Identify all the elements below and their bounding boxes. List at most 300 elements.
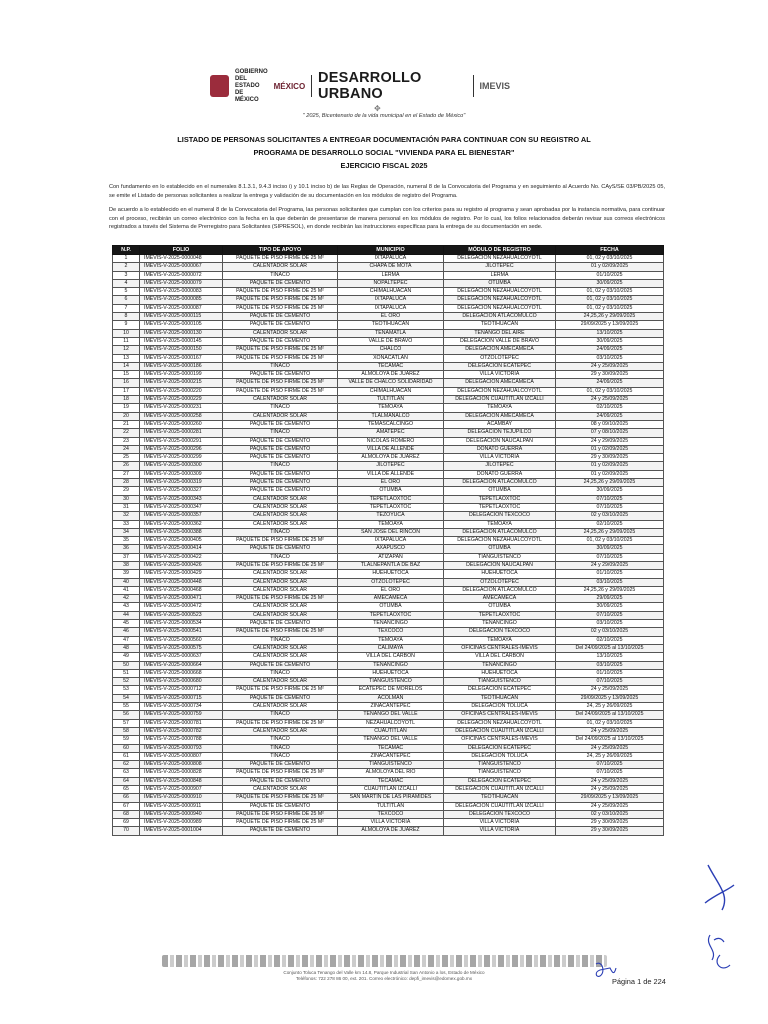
- cell-folio: IMEVIS-V-2025-0000220: [140, 387, 223, 395]
- cell-folio: IMEVIS-V-2025-0000327: [140, 487, 223, 495]
- table-row: [113, 362, 664, 370]
- cell-tipo-apoyo: TINACO: [223, 528, 338, 536]
- cell-folio: IMEVIS-V-2025-0000940: [140, 810, 223, 818]
- table-row: [113, 727, 664, 735]
- table-row: [113, 644, 664, 652]
- cell-municipio: XONACATLAN: [338, 354, 444, 362]
- cell-np: 18: [113, 396, 140, 404]
- cell-modulo: DELEGACION ECATEPEC: [444, 686, 556, 694]
- table-row: [113, 686, 664, 694]
- title-line-3: EJERCICIO FISCAL 2025: [340, 161, 428, 170]
- cell-fecha: 07 y 08/10/2025: [556, 429, 664, 437]
- cell-municipio: ALMOLOYA DEL RIO: [338, 769, 444, 777]
- cell-tipo-apoyo: CALENTADOR SOLAR: [223, 653, 338, 661]
- cell-municipio: TEPETLAOXTOC: [338, 495, 444, 503]
- cell-modulo: TEPETLAOXTOC: [444, 495, 556, 503]
- cell-np: 70: [113, 827, 140, 835]
- table-row: [113, 337, 664, 345]
- cell-folio: IMEVIS-V-2025-0000910: [140, 794, 223, 802]
- table-row: [113, 537, 664, 545]
- cell-modulo: DELEGACION ECATEPEC: [444, 362, 556, 370]
- cell-folio: IMEVIS-V-2025-0000781: [140, 719, 223, 727]
- table-row: [113, 636, 664, 644]
- table-row: [113, 827, 664, 835]
- cell-fecha: 30/09/2025: [556, 545, 664, 553]
- table-row: [113, 371, 664, 379]
- cell-tipo-apoyo: PAQUETE DE CEMENTO: [223, 545, 338, 553]
- cell-fecha: 24 y 25/09/2025: [556, 727, 664, 735]
- cell-municipio: TENANGO DEL VALLE: [338, 736, 444, 744]
- table-row: [113, 313, 664, 321]
- cell-tipo-apoyo: PAQUETE DE CEMENTO: [223, 337, 338, 345]
- decorative-footer-band: [162, 955, 607, 967]
- cell-municipio: IXTAPALUCA: [338, 537, 444, 545]
- cell-modulo: OFICINAS CENTRALES-IMEVIS: [444, 711, 556, 719]
- cell-folio: IMEVIS-V-2025-0000083: [140, 288, 223, 296]
- cell-fecha: 24 y 25/09/2025: [556, 802, 664, 810]
- cell-tipo-apoyo: CALENTADOR SOLAR: [223, 329, 338, 337]
- cell-municipio: TEOTIHUACAN: [338, 321, 444, 329]
- cell-municipio: TEPETLAOXTOC: [338, 503, 444, 511]
- table-row: [113, 703, 664, 711]
- cell-np: 41: [113, 586, 140, 594]
- cell-modulo: DELEGACION NAUCALPAN: [444, 437, 556, 445]
- table-row: [113, 404, 664, 412]
- cell-municipio: VALLE DE CHALCO SOLIDARIDAD: [338, 379, 444, 387]
- table-row: [113, 561, 664, 569]
- cell-municipio: JILOTEPEC: [338, 462, 444, 470]
- cell-fecha: Del 24/09/2025 al 13/10/2025: [556, 711, 664, 719]
- cell-municipio: VILLA DEL CARBON: [338, 653, 444, 661]
- cell-municipio: NEZAHUALCOYOTL: [338, 719, 444, 727]
- cell-tipo-apoyo: PAQUETE DE PISO FIRME DE 25 M²: [223, 561, 338, 569]
- cell-tipo-apoyo: CALENTADOR SOLAR: [223, 512, 338, 520]
- cell-np: 65: [113, 786, 140, 794]
- cell-fecha: 24 y 25/09/2025: [556, 396, 664, 404]
- header-folio: FOLIO: [140, 246, 223, 255]
- cell-municipio: ZINACANTEPEC: [338, 703, 444, 711]
- cell-folio: IMEVIS-V-2025-0000426: [140, 561, 223, 569]
- cell-np: 62: [113, 761, 140, 769]
- cell-modulo: OTUMBA: [444, 487, 556, 495]
- cell-np: 55: [113, 703, 140, 711]
- cell-modulo: LERMA: [444, 271, 556, 279]
- table-row: [113, 454, 664, 462]
- cell-municipio: OTZOLOTEPEC: [338, 578, 444, 586]
- cell-fecha: 29 y 30/09/2025: [556, 827, 664, 835]
- cell-fecha: 24 y 25/09/2025: [556, 362, 664, 370]
- cell-fecha: 01 y 02/09/2025: [556, 445, 664, 453]
- cell-municipio: TIANGUISTENCO: [338, 761, 444, 769]
- cell-municipio: OTUMBA: [338, 487, 444, 495]
- cell-np: 57: [113, 719, 140, 727]
- cell-np: 68: [113, 810, 140, 818]
- cell-np: 20: [113, 412, 140, 420]
- table-row: [113, 304, 664, 312]
- cell-fecha: 30/09/2025: [556, 337, 664, 345]
- cell-np: 67: [113, 802, 140, 810]
- cell-tipo-apoyo: TINACO: [223, 553, 338, 561]
- cell-tipo-apoyo: TINACO: [223, 404, 338, 412]
- cell-np: 3: [113, 271, 140, 279]
- cell-np: 30: [113, 495, 140, 503]
- cell-np: 7: [113, 304, 140, 312]
- cell-folio: IMEVIS-V-2025-0000668: [140, 669, 223, 677]
- table-row: [113, 520, 664, 528]
- cell-fecha: 02 y 03/10/2025: [556, 810, 664, 818]
- cell-municipio: NOPALTEPEC: [338, 279, 444, 287]
- cell-tipo-apoyo: PAQUETE DE CEMENTO: [223, 445, 338, 453]
- table-row: [113, 595, 664, 603]
- cell-np: 16: [113, 379, 140, 387]
- cell-tipo-apoyo: PAQUETE DE PISO FIRME DE 25 M²: [223, 304, 338, 312]
- mexico-logo: MÉXICO: [273, 81, 306, 91]
- header-divider: [473, 75, 474, 97]
- cell-tipo-apoyo: PAQUETE DE CEMENTO: [223, 279, 338, 287]
- cell-fecha: 29 y 30/09/2025: [556, 819, 664, 827]
- cell-modulo: OTZOLOTEPEC: [444, 354, 556, 362]
- cell-tipo-apoyo: PAQUETE DE PISO FIRME DE 25 M²: [223, 296, 338, 304]
- cell-folio: IMEVIS-V-2025-0000560: [140, 636, 223, 644]
- cell-municipio: CHAPA DE MOTA: [338, 263, 444, 271]
- cell-tipo-apoyo: CALENTADOR SOLAR: [223, 520, 338, 528]
- cell-np: 58: [113, 727, 140, 735]
- cell-tipo-apoyo: PAQUETE DE CEMENTO: [223, 487, 338, 495]
- cell-tipo-apoyo: PAQUETE DE CEMENTO: [223, 371, 338, 379]
- cell-fecha: 01, 02 y 03/10/2025: [556, 387, 664, 395]
- cell-municipio: TEZOYUCA: [338, 512, 444, 520]
- cell-folio: IMEVIS-V-2025-0000357: [140, 512, 223, 520]
- cell-modulo: JILOTEPEC: [444, 462, 556, 470]
- table-row: [113, 445, 664, 453]
- cell-folio: IMEVIS-V-2025-0000448: [140, 578, 223, 586]
- cell-municipio: SAN JOSE DEL RINCON: [338, 528, 444, 536]
- cell-municipio: ECATEPEC DE MORELOS: [338, 686, 444, 694]
- cell-fecha: 24 y 25/09/2025: [556, 744, 664, 752]
- cell-folio: IMEVIS-V-2025-0000712: [140, 686, 223, 694]
- cell-municipio: TIANGUISTENCO: [338, 678, 444, 686]
- cell-modulo: DELEGACION VALLE DE BRAVO: [444, 337, 556, 345]
- cell-modulo: DONATO GUERRA: [444, 445, 556, 453]
- cell-folio: IMEVIS-V-2025-0000048: [140, 255, 223, 263]
- cell-np: 1: [113, 255, 140, 263]
- table-row: [113, 470, 664, 478]
- cell-modulo: HUEHUETOCA: [444, 669, 556, 677]
- cell-folio: IMEVIS-V-2025-0000471: [140, 595, 223, 603]
- cell-municipio: IXTAPALUCA: [338, 304, 444, 312]
- slogan: " 2025, Bicentenario de la vida municipal en el Estado de México": [302, 113, 466, 119]
- cell-folio: IMEVIS-V-2025-0000229: [140, 396, 223, 404]
- cell-modulo: DELEGACION NEZAHUALCOYOTL: [444, 537, 556, 545]
- table-row: [113, 736, 664, 744]
- cell-np: 47: [113, 636, 140, 644]
- cell-folio: IMEVIS-V-2025-0000145: [140, 337, 223, 345]
- cell-modulo: DELEGACION TEJUPILCO: [444, 429, 556, 437]
- cell-folio: IMEVIS-V-2025-0000808: [140, 761, 223, 769]
- cell-municipio: EL ORO: [338, 586, 444, 594]
- header-municipio: MUNICIPIO: [338, 246, 444, 255]
- cell-folio: IMEVIS-V-2025-0001004: [140, 827, 223, 835]
- cell-folio: IMEVIS-V-2025-0000215: [140, 379, 223, 387]
- handwritten-initials: [592, 958, 618, 980]
- cell-modulo: TIANGUISTENCO: [444, 553, 556, 561]
- cell-np: 32: [113, 512, 140, 520]
- cell-tipo-apoyo: PAQUETE DE CEMENTO: [223, 313, 338, 321]
- cell-np: 63: [113, 769, 140, 777]
- cell-tipo-apoyo: CALENTADOR SOLAR: [223, 611, 338, 619]
- table-row: [113, 744, 664, 752]
- cell-fecha: Del 24/09/2025 al 13/10/2025: [556, 644, 664, 652]
- cell-tipo-apoyo: CALENTADOR SOLAR: [223, 396, 338, 404]
- cell-folio: IMEVIS-V-2025-0000911: [140, 802, 223, 810]
- cell-municipio: SAN MARTIN DE LAS PIRAMIDES: [338, 794, 444, 802]
- cell-modulo: TENANGO DEL AIRE: [444, 329, 556, 337]
- cell-folio: IMEVIS-V-2025-0000715: [140, 694, 223, 702]
- cell-fecha: 24,25,26 y 29/09/2025: [556, 479, 664, 487]
- cell-np: 51: [113, 669, 140, 677]
- cell-fecha: 29 y 30/09/2025: [556, 371, 664, 379]
- cell-np: 64: [113, 777, 140, 785]
- cell-municipio: ALMOLOYA DE JUAREZ: [338, 827, 444, 835]
- cell-tipo-apoyo: TINACO: [223, 362, 338, 370]
- cell-folio: IMEVIS-V-2025-0000828: [140, 769, 223, 777]
- cell-np: 59: [113, 736, 140, 744]
- cell-modulo: VILLA VICTORIA: [444, 371, 556, 379]
- cell-fecha: 02/10/2025: [556, 520, 664, 528]
- cell-modulo: TEMOAYA: [444, 404, 556, 412]
- cell-fecha: 29/09/2025 y 13/09/2025: [556, 794, 664, 802]
- cell-modulo: DELEGACION TEXCOCO: [444, 810, 556, 818]
- cell-np: 50: [113, 661, 140, 669]
- cell-np: 2: [113, 263, 140, 271]
- cell-tipo-apoyo: PAQUETE DE PISO FIRME DE 25 M²: [223, 346, 338, 354]
- cell-fecha: 13/10/2025: [556, 653, 664, 661]
- cell-np: 15: [113, 371, 140, 379]
- table-row: [113, 387, 664, 395]
- cell-municipio: CUAUTITLAN IZCALLI: [338, 786, 444, 794]
- cell-folio: IMEVIS-V-2025-0000067: [140, 263, 223, 271]
- cell-tipo-apoyo: CALENTADOR SOLAR: [223, 412, 338, 420]
- table-row: [113, 412, 664, 420]
- cell-fecha: 24/09/2025: [556, 412, 664, 420]
- cell-modulo: AMECAMECA: [444, 595, 556, 603]
- cell-fecha: 01/10/2025: [556, 570, 664, 578]
- cell-np: 5: [113, 288, 140, 296]
- cell-municipio: AMATEPEC: [338, 429, 444, 437]
- cell-fecha: 03/10/2025: [556, 661, 664, 669]
- table-row: [113, 354, 664, 362]
- cell-np: 37: [113, 553, 140, 561]
- cell-fecha: 07/10/2025: [556, 761, 664, 769]
- table-row: [113, 669, 664, 677]
- cell-tipo-apoyo: TINACO: [223, 271, 338, 279]
- cell-municipio: CHALCO: [338, 346, 444, 354]
- cell-municipio: CALIMAYA: [338, 644, 444, 652]
- table-row: [113, 620, 664, 628]
- cell-modulo: TEMOAYA: [444, 520, 556, 528]
- cell-tipo-apoyo: TINACO: [223, 669, 338, 677]
- cell-modulo: TEMOAYA: [444, 636, 556, 644]
- cell-municipio: ZINACANTEPEC: [338, 752, 444, 760]
- cell-modulo: VILLA VICTORIA: [444, 819, 556, 827]
- cell-np: 45: [113, 620, 140, 628]
- table-row: [113, 420, 664, 428]
- cell-municipio: EL ORO: [338, 313, 444, 321]
- table-row: [113, 678, 664, 686]
- cell-modulo: TEPETLAOXTOC: [444, 611, 556, 619]
- cell-tipo-apoyo: PAQUETE DE PISO FIRME DE 25 M²: [223, 719, 338, 727]
- cell-modulo: DELEGACION CUAUTITLAN IZCALLI: [444, 802, 556, 810]
- table-row: [113, 578, 664, 586]
- cell-tipo-apoyo: PAQUETE DE CEMENTO: [223, 777, 338, 785]
- table-row: [113, 769, 664, 777]
- cell-municipio: ALMOLOYA DE JUAREZ: [338, 454, 444, 462]
- cell-modulo: DELEGACION TOLUCA: [444, 703, 556, 711]
- cell-modulo: DELEGACION CUAUTITLAN IZCALLI: [444, 727, 556, 735]
- cell-modulo: DONATO GUERRA: [444, 470, 556, 478]
- cell-np: 19: [113, 404, 140, 412]
- cell-folio: IMEVIS-V-2025-0000575: [140, 644, 223, 652]
- cell-tipo-apoyo: PAQUETE DE CEMENTO: [223, 454, 338, 462]
- cell-municipio: TEPETLAOXTOC: [338, 611, 444, 619]
- cell-np: 48: [113, 644, 140, 652]
- cell-municipio: ALMOLOYA DE JUAREZ: [338, 371, 444, 379]
- cell-tipo-apoyo: CALENTADOR SOLAR: [223, 727, 338, 735]
- cell-tipo-apoyo: PAQUETE DE PISO FIRME DE 25 M²: [223, 387, 338, 395]
- cell-municipio: TEXCOCO: [338, 628, 444, 636]
- cell-modulo: DELEGACION AMECAMECA: [444, 412, 556, 420]
- cell-modulo: DELEGACION NAUCALPAN: [444, 561, 556, 569]
- header-np: N.P.: [113, 246, 140, 255]
- cell-folio: IMEVIS-V-2025-0000079: [140, 279, 223, 287]
- table-row: [113, 528, 664, 536]
- state-seal-icon: [210, 75, 229, 97]
- cell-np: 40: [113, 578, 140, 586]
- table-row: [113, 810, 664, 818]
- cell-municipio: HUEHUETOCA: [338, 570, 444, 578]
- cell-municipio: HUEHUETOCA: [338, 669, 444, 677]
- table-row: [113, 329, 664, 337]
- cell-municipio: AXAPUSCO: [338, 545, 444, 553]
- cell-tipo-apoyo: PAQUETE DE PISO FIRME DE 25 M²: [223, 769, 338, 777]
- title-line-1: LISTADO DE PERSONAS SOLICITANTES A ENTREGAR DOCUMENTACIÓN PARA CONTINUAR CON SU REGISTRO AL: [177, 135, 591, 144]
- cell-folio: IMEVIS-V-2025-0000186: [140, 362, 223, 370]
- cell-folio: IMEVIS-V-2025-0000637: [140, 653, 223, 661]
- cell-np: 6: [113, 296, 140, 304]
- cell-folio: IMEVIS-V-2025-0000150: [140, 346, 223, 354]
- cell-municipio: CHIMALHUACAN: [338, 387, 444, 395]
- cell-folio: IMEVIS-V-2025-0000523: [140, 611, 223, 619]
- cell-tipo-apoyo: PAQUETE DE CEMENTO: [223, 661, 338, 669]
- cell-fecha: 01, 02 y 03/10/2025: [556, 304, 664, 312]
- cell-modulo: VILLA DEL CARBON: [444, 653, 556, 661]
- cell-folio: IMEVIS-V-2025-0000343: [140, 495, 223, 503]
- cell-np: 52: [113, 678, 140, 686]
- cell-folio: IMEVIS-V-2025-0000989: [140, 819, 223, 827]
- table-row: [113, 553, 664, 561]
- cell-fecha: 01, 02 y 03/10/2025: [556, 296, 664, 304]
- cell-np: 11: [113, 337, 140, 345]
- cell-modulo: DELEGACION NEZAHUALCOYOTL: [444, 296, 556, 304]
- cell-fecha: 24 y 25/09/2025: [556, 686, 664, 694]
- cell-tipo-apoyo: PAQUETE DE PISO FIRME DE 25 M²: [223, 537, 338, 545]
- cell-folio: IMEVIS-V-2025-0000300: [140, 462, 223, 470]
- cell-fecha: 01, 02 y 03/10/2025: [556, 255, 664, 263]
- table-row: [113, 794, 664, 802]
- cell-fecha: 02 y 03/10/2025: [556, 628, 664, 636]
- cell-fecha: 24 y 25/09/2025: [556, 786, 664, 794]
- cell-fecha: 24,25,26 y 29/09/2025: [556, 586, 664, 594]
- cell-municipio: AMECAMECA: [338, 595, 444, 603]
- table-row: [113, 321, 664, 329]
- cell-folio: IMEVIS-V-2025-0000085: [140, 296, 223, 304]
- cell-municipio: TENANCINGO: [338, 620, 444, 628]
- title-line-2: PROGRAMA DE DESARROLLO SOCIAL "VIVIENDA PARA EL BIENESTAR": [253, 148, 515, 157]
- cell-folio: IMEVIS-V-2025-0000130: [140, 329, 223, 337]
- cell-fecha: Del 24/09/2025 al 13/10/2025: [556, 736, 664, 744]
- cell-modulo: DELEGACION NEZAHUALCOYOTL: [444, 304, 556, 312]
- cell-municipio: VALLE DE BRAVO: [338, 337, 444, 345]
- cell-fecha: 24/09/2025: [556, 346, 664, 354]
- cell-np: 49: [113, 653, 140, 661]
- cell-tipo-apoyo: CALENTADOR SOLAR: [223, 644, 338, 652]
- table-row: [113, 661, 664, 669]
- cell-municipio: TEMASCALCINGO: [338, 420, 444, 428]
- table-header-row: [113, 246, 664, 255]
- cell-municipio: TLALNEPANTLA DE BAZ: [338, 561, 444, 569]
- cell-modulo: DELEGACION CUAUTITLAN IZCALLI: [444, 396, 556, 404]
- cell-modulo: DELEGACION AMECAMECA: [444, 379, 556, 387]
- cell-np: 25: [113, 454, 140, 462]
- cell-fecha: 24,25,26 y 29/09/2025: [556, 313, 664, 321]
- cell-fecha: 07/10/2025: [556, 503, 664, 511]
- cell-np: 26: [113, 462, 140, 470]
- cell-fecha: 01 y 02/09/2025: [556, 470, 664, 478]
- cell-municipio: TEMOAYA: [338, 520, 444, 528]
- cell-np: 27: [113, 470, 140, 478]
- cell-folio: IMEVIS-V-2025-0000115: [140, 313, 223, 321]
- table-row: [113, 611, 664, 619]
- cell-fecha: 13/10/2025: [556, 329, 664, 337]
- table-row: [113, 255, 664, 263]
- cell-folio: IMEVIS-V-2025-0000388: [140, 528, 223, 536]
- table-row: [113, 279, 664, 287]
- cell-modulo: DELEGACION NEZAHUALCOYOTL: [444, 387, 556, 395]
- cell-tipo-apoyo: PAQUETE DE PISO FIRME DE 25 M²: [223, 379, 338, 387]
- table-row: [113, 719, 664, 727]
- cell-modulo: TEOTIHUACAN: [444, 694, 556, 702]
- cell-municipio: LERMA: [338, 271, 444, 279]
- cell-folio: IMEVIS-V-2025-0000907: [140, 786, 223, 794]
- cell-tipo-apoyo: CALENTADOR SOLAR: [223, 495, 338, 503]
- cell-municipio: EL ORO: [338, 479, 444, 487]
- cell-tipo-apoyo: CALENTADOR SOLAR: [223, 578, 338, 586]
- cell-fecha: 01 y 02/09/2025: [556, 263, 664, 271]
- cell-fecha: 24,25,26 y 29/09/2025: [556, 528, 664, 536]
- table-row: [113, 503, 664, 511]
- cell-np: 24: [113, 445, 140, 453]
- cell-tipo-apoyo: TINACO: [223, 752, 338, 760]
- cell-tipo-apoyo: TINACO: [223, 462, 338, 470]
- cell-modulo: DELEGACION NEZAHUALCOYOTL: [444, 288, 556, 296]
- cell-municipio: TENANCINGO: [338, 661, 444, 669]
- table-row: [113, 437, 664, 445]
- cell-fecha: 01/10/2025: [556, 271, 664, 279]
- cell-np: 21: [113, 420, 140, 428]
- cell-modulo: TEOTIHUACAN: [444, 794, 556, 802]
- cell-tipo-apoyo: CALENTADOR SOLAR: [223, 703, 338, 711]
- cell-modulo: DELEGACION AMECAMECA: [444, 346, 556, 354]
